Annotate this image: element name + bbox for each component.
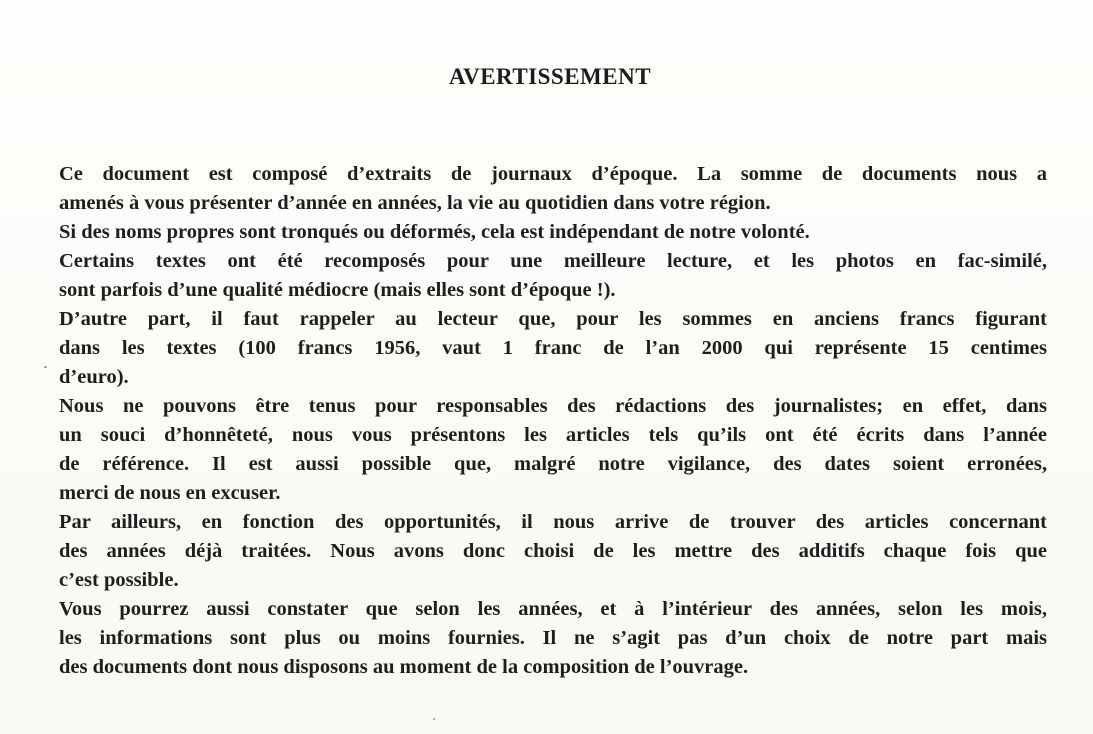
text-line: un souci d’honnêteté, nous vous présentons les articles tels qu’ils ont été écrits dans l’année [59,424,1047,446]
text-line: Vous pourrez aussi constater que selon les années, et à l’intérieur des années, selon les mois, [59,598,1047,620]
text-line: Certains textes ont été recomposés pour une meilleure lecture, et les photos en fac-similé, [59,250,1047,272]
paragraph-4 [59,305,1047,392]
text-line: c’est possible. [59,569,179,591]
text-line: Par ailleurs, en fonction des opportunités, il nous arrive de trouver des articles concernant [59,511,1047,533]
scan-speck [433,718,435,720]
text-line: d’euro). [59,366,129,388]
text-line: Ce document est composé d’extraits de journaux d’époque. La somme de documents nous a [59,163,1047,185]
paragraph-7 [59,595,1047,682]
text-line: Si des noms propres sont tronqués ou déformés, cela est indépendant de notre volonté. [59,221,810,243]
text-line: dans les textes (100 francs 1956, vaut 1 franc de l’an 2000 qui représente 15 centimes [59,337,1047,359]
text-line: merci de nous en excuser. [59,482,281,504]
paragraph-1 [59,160,1047,218]
text-line: des documents dont nous disposons au moment de la composition de l’ouvrage. [59,656,749,678]
paragraph-2 [59,218,1047,247]
text-line: D’autre part, il faut rappeler au lecteur que, pour les sommes en anciens francs figurant [59,308,1047,330]
document-title: AVERTISSEMENT [448,64,652,89]
scan-speck [44,366,47,368]
paragraph-6 [59,508,1047,595]
text-line: Nous ne pouvons être tenus pour responsables des rédactions des journalistes; en effet, dans [59,395,1047,417]
text-line: de référence. Il est aussi possible que, malgré notre vigilance, des dates soient erronées, [59,453,1047,475]
document-body [59,160,1047,682]
text-line: les informations sont plus ou moins fournies. Il ne s’agit pas d’un choix de notre part mais [59,627,1047,649]
text-line: des années déjà traitées. Nous avons donc choisi de les mettre des additifs chaque fois que [59,540,1047,562]
text-line: sont parfois d’une qualité médiocre (mais elles sont d’époque !). [59,279,616,301]
paragraph-3 [59,247,1047,305]
paragraph-5 [59,392,1047,508]
text-line: amenés à vous présenter d’année en années, la vie au quotidien dans votre région. [59,192,771,214]
